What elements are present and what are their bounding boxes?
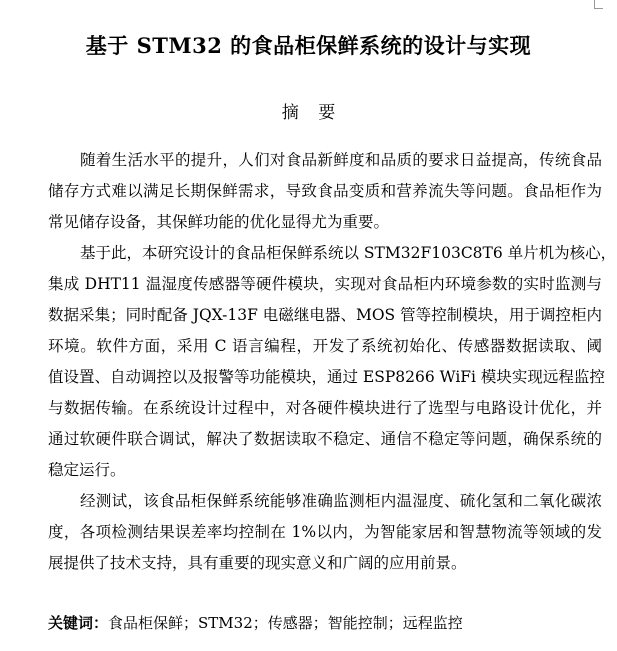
abstract-heading: 摘 要 xyxy=(281,103,336,123)
keywords-value: 食品柜保鲜；STM32；传感器；智能控制；远程监控 xyxy=(108,614,463,632)
paragraph-line: 经测试，该食品柜保鲜系统能够准确监测柜内温湿度、硫化氢和二氧化碳浓 xyxy=(80,492,602,510)
paragraph-line: 展提供了技术支持，具有重要的现实意义和广阔的应用前景。 xyxy=(48,554,467,572)
keywords xyxy=(48,612,463,634)
paragraph-line: 通过软硬件联合调试，解决了数据读取不稳定、通信不稳定等问题，确保系统的 xyxy=(48,430,602,448)
paragraph-line: 集成 DHT11 温湿度传感器等硬件模块，实现对食品柜内环境参数的实时监测与 xyxy=(48,275,602,293)
document-title: 基于 STM32 的食品柜保鲜系统的设计与实现 xyxy=(85,33,532,58)
paragraph-line: 常见储存设备，其保鲜功能的优化显得尤为重要。 xyxy=(48,213,390,231)
paragraph-line: 与数据传输。在系统设计过程中，对各硬件模块进行了选型与电路设计优化，并 xyxy=(48,399,602,417)
page-corner-mark xyxy=(594,0,603,9)
paragraph-line: 随着生活水平的提升，人们对食品新鲜度和品质的要求日益提高，传统食品 xyxy=(80,151,602,169)
paragraph-line: 储存方式难以满足长期保鲜需求，导致食品变质和营养流失等问题。食品柜作为 xyxy=(48,182,602,200)
keywords-label: 关键词： xyxy=(48,614,109,632)
paragraph-line: 基于此，本研究设计的食品柜保鲜系统以 STM32F103C8T6 单片机为核心， xyxy=(80,244,617,262)
paragraph-line: 稳定运行。 xyxy=(48,461,126,479)
paragraph-line: 环境。软件方面，采用 C 语言编程，开发了系统初始化、传感器数据读取、阈 xyxy=(48,337,602,355)
paragraph-line: 数据采集；同时配备 JQX-13F 电磁继电器、MOS 管等控制模块，用于调控柜内 xyxy=(48,306,602,324)
paragraph-line: 值设置、自动调控以及报警等功能模块，通过 ESP8266 WiFi 模块实现远程监控 xyxy=(48,368,605,386)
paragraph-line: 度，各项检测结果误差率均控制在 1%以内，为智能家居和智慧物流等领域的发 xyxy=(48,523,602,541)
